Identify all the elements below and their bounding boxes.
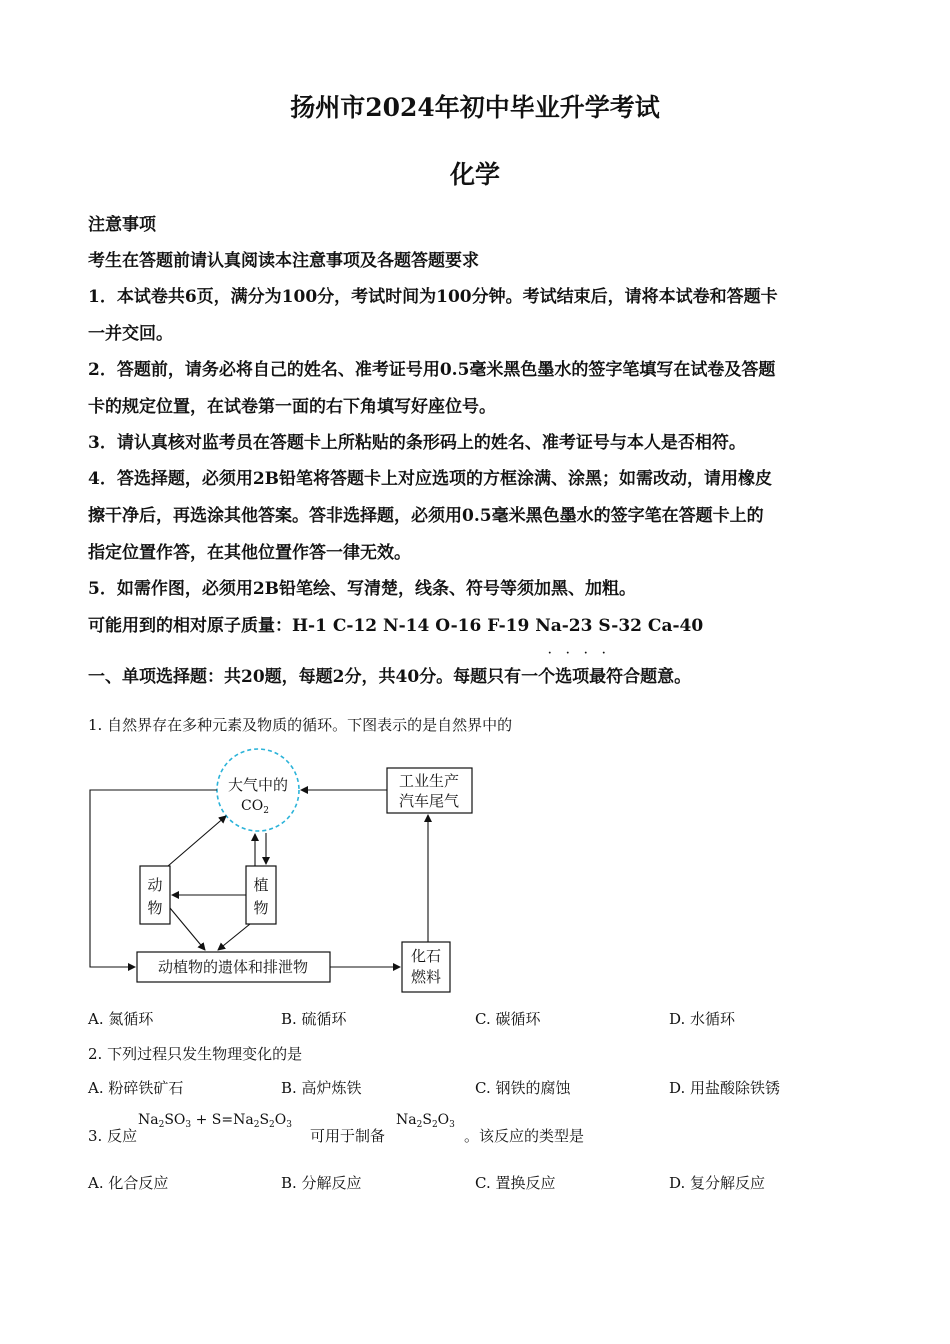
q2-option-c: C. 钢铁的腐蚀 [475, 1079, 571, 1097]
question-1-stem: 1. 自然界存在多种元素及物质的循环。下图表示的是自然界中的 [88, 716, 513, 734]
emphasis-dot: · [584, 648, 588, 659]
emphasis-dot: · [602, 648, 606, 659]
svg-text:植: 植 [253, 876, 269, 894]
svg-text:动植物的遗体和排泄物: 动植物的遗体和排泄物 [157, 958, 309, 976]
q1-option-a: A. 氮循环 [88, 1010, 154, 1028]
q1-option-b: B. 硫循环 [281, 1010, 347, 1028]
notice-intro: 考生在答题前请认真阅读本注意事项及各题答题要求 [88, 251, 479, 271]
q2-option-a: A. 粉碎铁矿石 [88, 1079, 184, 1097]
q3-option-c: C. 置换反应 [475, 1174, 556, 1192]
q3-option-d: D. 复分解反应 [669, 1174, 766, 1192]
question-3-suffix: 。该反应的类型是 [464, 1127, 585, 1145]
emphasis-dot: · [548, 648, 552, 659]
svg-text:燃料: 燃料 [410, 968, 442, 986]
notice-line: 一并交回。 [88, 324, 173, 344]
svg-text:动: 动 [147, 876, 163, 894]
svg-text:工业生产: 工业生产 [398, 772, 460, 790]
atomic-masses: 可能用到的相对原子质量：H-1 C-12 N-14 O-16 F-19 Na-23 S-32 Ca-40 [88, 616, 704, 636]
notice-line: 1．本试卷共6页，满分为100分，考试时间为100分钟。考试结束后，请将本试卷和答题卡 [88, 287, 778, 307]
co2-label: 大气中的 [227, 776, 289, 794]
question-2-stem: 2. 下列过程只发生物理变化的是 [88, 1045, 303, 1063]
question-3-prefix: 3. 反应 [88, 1127, 138, 1145]
subject-title: 化学 [449, 160, 500, 189]
co2-formula: $CO_2$ [241, 798, 269, 816]
q2-option-d: D. 用盐酸除铁锈 [669, 1079, 781, 1097]
section-heading: 一、单项选择题：共20题，每题2分，共40分。每题只有一个选项最符合题意。 [88, 667, 692, 687]
product-formula: $Na_2S_2O_3$ [396, 1112, 455, 1130]
emphasis-dot: · [566, 648, 570, 659]
q1-option-c: C. 碳循环 [475, 1010, 541, 1028]
notice-line: 2．答题前，请务必将自己的姓名、准考证号用0.5毫米黑色墨水的签字笔填写在试卷及答题 [88, 360, 776, 380]
exam-title: 扬州市2024年初中毕业升学考试 [290, 93, 660, 122]
notice-line: 4．答选择题，必须用2B铅笔将答题卡上对应选项的方框涂满、涂黑；如需改动，请用橡皮 [88, 469, 773, 489]
svg-text:物: 物 [253, 899, 269, 917]
q3-option-b: B. 分解反应 [281, 1174, 362, 1192]
svg-text:物: 物 [147, 899, 163, 917]
notice-line: 卡的规定位置，在试卷第一面的右下角填写好座位号。 [88, 397, 496, 417]
q3-option-a: A. 化合反应 [88, 1174, 169, 1192]
question-3-middle: 可用于制备 [310, 1127, 386, 1145]
notice-line: 5．如需作图，必须用2B铅笔绘、写清楚，线条、符号等须加黑、加粗。 [88, 579, 637, 599]
q1-option-d: D. 水循环 [669, 1010, 736, 1028]
notice-heading: 注意事项 [88, 215, 156, 235]
q2-option-b: B. 高炉炼铁 [281, 1079, 362, 1097]
reaction-equation: $Na_2SO_3 + S=Na_2S_2O_3$ [138, 1112, 292, 1130]
notice-line: 3．请认真核对监考员在答题卡上所粘贴的条形码上的姓名、准考证号与本人是否相符。 [88, 433, 746, 453]
notice-line: 指定位置作答，在其他位置作答一律无效。 [88, 543, 411, 563]
carbon-cycle-diagram [80, 740, 480, 1000]
svg-text:化石: 化石 [410, 947, 442, 965]
notice-line: 擦干净后，再选涂其他答案。答非选择题，必须用0.5毫米黑色墨水的签字笔在答题卡上的 [88, 506, 764, 526]
svg-text:汽车尾气: 汽车尾气 [398, 792, 460, 810]
